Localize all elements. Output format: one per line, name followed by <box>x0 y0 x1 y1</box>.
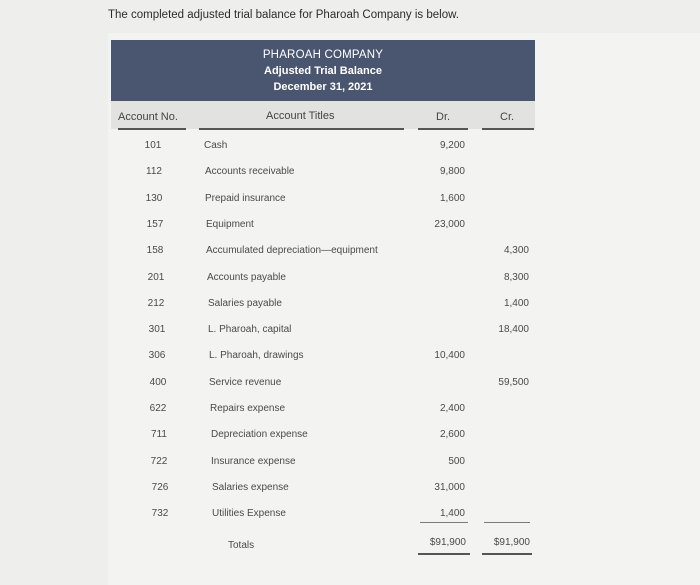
cr-subtotal-rule <box>484 522 530 523</box>
row-account-no: 622 <box>149 403 167 414</box>
row-cr-amount: 4,300 <box>503 245 529 256</box>
row-dr-amount: 500 <box>448 456 465 467</box>
column-header-dr: Dr. <box>436 111 451 123</box>
row-account-title: L. Pharoah, capital <box>208 324 292 335</box>
header-rule-account-titles <box>199 128 404 130</box>
row-cr-amount: 8,300 <box>503 272 529 283</box>
row-account-title: Depreciation expense <box>211 429 308 440</box>
column-header-cr: Cr. <box>500 111 515 123</box>
row-account-no: 157 <box>146 219 164 230</box>
intro-text: The completed adjusted trial balance for Pharoah Company is below. <box>108 9 459 21</box>
row-dr-amount: 9,800 <box>439 166 465 177</box>
row-account-no: 112 <box>146 166 162 177</box>
row-account-no: 158 <box>146 245 164 256</box>
report-header <box>111 40 535 101</box>
row-account-no: 306 <box>148 350 166 361</box>
row-account-title: Accumulated depreciation—equipment <box>206 245 378 256</box>
row-cr-amount: 59,500 <box>498 377 529 388</box>
row-dr-amount: 1,400 <box>439 508 465 519</box>
row-dr-amount: 2,600 <box>439 429 465 440</box>
column-header-account-no: Account No. <box>118 111 178 123</box>
row-account-no: 732 <box>151 508 169 519</box>
row-account-title: Service revenue <box>209 377 282 388</box>
dr-subtotal-rule <box>420 522 468 523</box>
row-account-title: Cash <box>204 140 228 151</box>
row-dr-amount: 1,600 <box>439 193 465 204</box>
row-account-title: Accounts payable <box>207 272 286 283</box>
header-rule-account-no <box>118 128 186 130</box>
row-account-no: 101 <box>144 140 162 151</box>
report-title: Adjusted Trial Balance <box>264 65 382 77</box>
totals-double-rule-cr <box>482 553 532 555</box>
row-account-title: Utilities Expense <box>212 508 286 519</box>
row-account-title: Prepaid insurance <box>205 193 286 204</box>
row-account-title: Equipment <box>206 219 254 230</box>
row-account-no: 711 <box>151 429 167 440</box>
row-dr-amount: 9,200 <box>439 140 465 151</box>
row-dr-amount: 31,000 <box>434 482 465 493</box>
totals-cr: $91,900 <box>493 537 530 548</box>
report-date: December 31, 2021 <box>273 81 373 93</box>
totals-double-rule-dr <box>418 553 470 555</box>
row-dr-amount: 23,000 <box>434 219 465 230</box>
row-cr-amount: 1,400 <box>503 298 529 309</box>
row-account-title: Insurance expense <box>211 456 296 467</box>
row-account-no: 201 <box>147 272 165 283</box>
row-account-title: Salaries expense <box>212 482 289 493</box>
totals-dr: $91,900 <box>429 537 466 548</box>
row-account-title: Accounts receivable <box>205 166 295 177</box>
row-account-no: 301 <box>148 324 166 335</box>
column-header-account-titles: Account Titles <box>266 110 335 122</box>
header-rule-cr <box>482 128 534 130</box>
row-account-no: 726 <box>151 482 169 493</box>
header-rule-dr <box>418 128 468 130</box>
row-cr-amount: 18,400 <box>498 324 529 335</box>
row-account-no: 400 <box>149 377 167 388</box>
row-account-title: Repairs expense <box>210 403 286 414</box>
row-account-no: 722 <box>150 456 168 467</box>
row-account-title: Salaries payable <box>208 298 282 309</box>
row-account-title: L. Pharoah, drawings <box>209 350 304 361</box>
row-account-no: 130 <box>145 193 163 204</box>
row-dr-amount: 2,400 <box>439 403 465 414</box>
totals-label: Totals <box>228 540 255 551</box>
row-account-no: 212 <box>147 298 165 309</box>
company-name: PHAROAH COMPANY <box>262 49 384 61</box>
row-dr-amount: 10,400 <box>434 350 465 361</box>
